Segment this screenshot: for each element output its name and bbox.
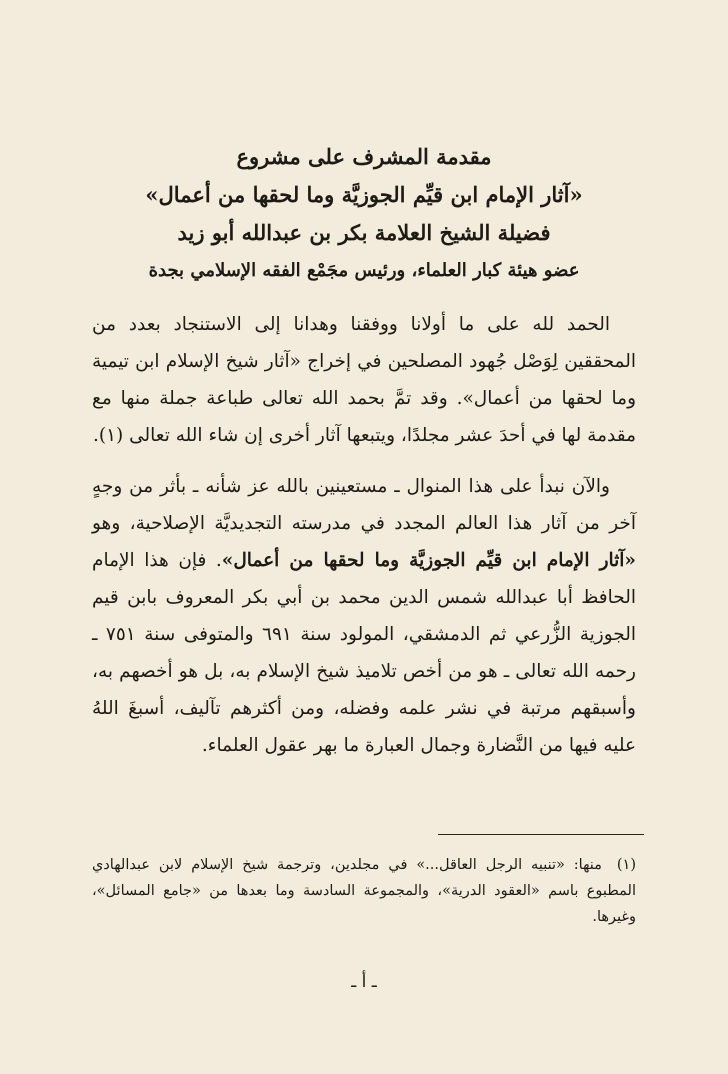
heading-line-4: عضو هيئة كبار العلماء، ورئيس مجَمْع الفقه الإسلامي بجدة	[148, 260, 580, 281]
paragraph-2	[92, 468, 636, 764]
book-title-bold: «آثار الإمام ابن قيِّم الجوزيَّة وما لحقها من أعمال»	[221, 550, 636, 571]
paragraph-2-text-a: والآن نبدأ على هذا المنوال ـ مستعينين بالله عز شأنه ـ بأثر من وجهٍ آخر من آثار هذا العالم المجدد في مدرسته التجديديَّة الإصلاحية، وهو	[92, 476, 636, 534]
footnote-text: منها: «تنبيه الرجل العاقل...» في مجلدين، وترجمة شيخ الإسلام لابن عبدالهادي المطبوع باسم «العقود الدرية»، والمجموعة السادسة وما بعدها من «جامع المسائل»، وغيرها.	[92, 857, 636, 925]
paragraph-1-text: الحمد لله على ما أولانا ووفقنا وهدانا إلى الاستنجاد بعدد من المحققين لِوَصْل جُهود المصلحين في إخراج «آثار شيخ الإسلام ابن تيمية وما لحقها من أعمال». وقد تمَّ بحمد الله تعالى طباعة جملة منها مع مقدمة لها في أحدَ عشر مجلدًا، ويتبعها آثار أخرى إن شاء الله تعالى	[92, 314, 636, 446]
footnote-number: (١)	[616, 857, 637, 873]
footnote	[92, 852, 636, 930]
heading-line-2: «آثار الإمام ابن قيِّم الجوزيَّة وما لحقها من أعمال»	[145, 182, 583, 207]
heading-line-1: مقدمة المشرف على مشروع	[236, 144, 492, 169]
footnote-reference: (١)	[98, 425, 124, 446]
page-number: ـ أ ـ	[351, 972, 377, 992]
title-block	[70, 138, 658, 290]
paragraph-1: الحمد لله على ما أولانا ووفقنا وهدانا إلى الاستنجاد بعدد من المحققين لِوَصْل جُهود المصلحين في إخراج «آثار شيخ الإسلام ابن تيمية وما لحقها من أعمال». وقد تمَّ بحمد الله تعالى طباعة جملة منها مع مقدمة لها في أحدَ عشر مجلدًا، ويتبعها آثار أخرى إن شاء الله تعالى (١).	[92, 314, 636, 446]
paragraph-2-text-b: . فإن هذا الإمام الحافظ أبا عبدالله شمس الدين محمد بن أبي بكر المعروف بابن قيم الجوزية الزُّرعي ثم الدمشقي، المولود سنة ٦٩١ والمتوفى سنة ٧٥١ ـ رحمه الله تعالى ـ هو من أخص تلاميذ شيخ الإسلام به، بل هو أخصهم به، وأسبقهم مرتبة في نشر علمه وفضله، ومن أكثرهم تآليف، أسبغَ اللهُ عليه فيها من النَّضارة وجمال العبارة ما بهر عقول العلماء.	[92, 550, 636, 756]
heading-line-3: فضيلة الشيخ العلامة بكر بن عبدالله أبو زيد	[177, 220, 551, 245]
body-text	[92, 306, 636, 778]
footnote-divider	[438, 834, 644, 835]
